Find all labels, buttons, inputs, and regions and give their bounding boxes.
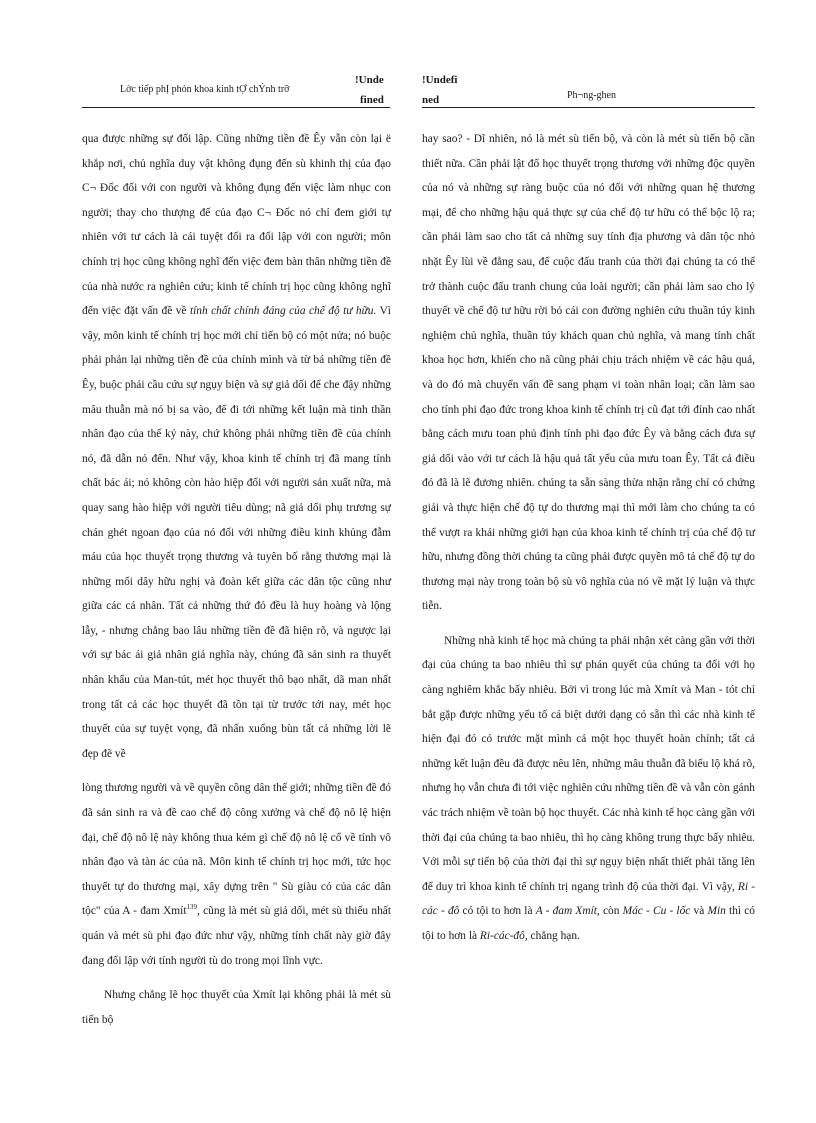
left-paragraph-1 bbox=[82, 127, 391, 766]
left-paragraph-gap bbox=[82, 973, 391, 983]
left-header-rule bbox=[82, 107, 390, 108]
left-paragraph-3: Nhưng chẳng lẽ học thuyết của Xmít lại không phải là mét sù tiến bộ bbox=[82, 989, 391, 1026]
right-paragraph-gap bbox=[422, 619, 755, 629]
left-paragraph-1-italic: tính chất chính đáng của chế độ tư hữu. bbox=[189, 305, 377, 318]
right-paragraph-2-text: Những nhà kinh tế học mà chúng ta phải nhận xét càng gần với thời đại của chúng ta bao nhiêu thì sự phán quyết của chúng ta đối với họ càng nghiêm khắc bấy nhiêu. Bởi vì trong lúc mà Xmít và Man - tót chỉ bắt gặp được những yếu tố cá biệt dưới dạng có sẵn thì các nhà kinh tế hiện đại đó có trước mặt mình cả một học thuyết hoàn chỉnh; tất cả những kết luận đều đã được nêu lên, những mâu thuẫn đã biểu lộ khá rõ, nhưng họ vẫn chưa đi tới việc nghiên cứu những tiền đề và vẫn còn gánh vác trách nhiệm về toàn bộ học thuyết. Các nhà kinh tế học càng gần với thời đại của chúng ta bao nhiêu, thì họ càng không trung thực bấy nhiêu. Với mỗi sự tiến bộ của thời đại thì sự ngụy biện nhất thiết phải tăng lên để duy trì khoa kinh tế chính trị ngang trình độ của thời đại. Vì vậy, bbox=[422, 634, 755, 893]
author-name-ricardo-2: Ri-các-đô, bbox=[479, 930, 528, 942]
right-text-2: còn bbox=[602, 905, 620, 918]
left-section-gap bbox=[82, 766, 391, 776]
right-header-title: Ph¬ng-ghen bbox=[567, 90, 616, 101]
right-text-1: có tội to hơn là bbox=[462, 905, 533, 918]
author-name-ricardo: Ri - các - đô bbox=[422, 880, 755, 918]
left-paragraph-2-text: lòng thương người và về quyền công dân thế giới; những tiền đề đó đã sản sinh ra và đề cao chế độ công xưởng và chế độ nô lệ hiện đại, chế độ nô lệ này không thua kém gì chế độ nô lệ cổ về tính vô nhân đạo và tàn ác của nã. Môn kinh tế chính trị học mới, tức học thuyết tự do thương mại, xây dựng trên " Sù giàu có của các dân tộc" của A - đam Xmít bbox=[82, 782, 391, 918]
right-header-mark-bottom: ned bbox=[422, 94, 440, 106]
author-name-mill: Min bbox=[707, 905, 726, 918]
left-paragraph-2 bbox=[82, 776, 391, 973]
right-paragraph-2 bbox=[422, 629, 755, 949]
author-name-smith: A - đam Xmít, bbox=[535, 905, 600, 918]
left-paragraph-1-continued: Vì vậy, môn kinh tế chính trị học mới chỉ tiến bộ có một nửa; nó buộc phải phản lại những tiền đề của chính mình và từ bá những tiền đề Êy, buộc phải cầu cứu sự ngụy biện và sự giả dối để che đậy những mâu thuẫn mà nó bị sa vào, để đi tới những kết luận mà tinh thần nhân đạo của thế kỷ này, chứ không phải những tiền đề của chính nó, đã dẫn nó đến. Như vậy, khoa kinh tế chính trị đã mang tính chất bác ái; nó không còn hào hiệp đối với người sản xuất nữa, mà quay sang hào hiệp với người tiêu dùng; nã giả dối phụ trương sự chán ghét ngoan đạo của nó đối với những điều kinh khủng đẫm máu của học thuyết trọng thương và tuyên bố rằng thương mại là những mối dây hữu nghị và đoàn kết giữa các dân tộc cũng như giữa các cá nhân. Tất cả những thứ đó đều là huy hoàng và lộng lẫy, - nhưng chẳng bao lâu những tiền đề đã hiện rõ, và ngược lại với sự bác ái giả nhân giả nghĩa này, chúng đã sản sinh ra thuyết nhân khẩu của Man-tút, mét học thuyết thô bạo nhất, dã man nhất trong tất cả các học thuyết đã tồn tại từ trước tới nay, mét học thuyết của sự tuyệt vọng, đã nhấn xuống bùn tất cả những lời lẽ đẹp đẽ về bbox=[82, 305, 391, 760]
left-paragraph-2-continued: , cũng là mét sù giả dối, mét sù thiếu nhất quán và mét sù phi đạo đức như vậy, những tính chất này giờ đây đang đối lập với tính người tù do trong mọi lĩnh vực. bbox=[82, 905, 391, 967]
footnote-reference[interactable]: 139 bbox=[186, 903, 197, 912]
right-text-5: chẳng hạn. bbox=[530, 930, 580, 942]
right-page-body bbox=[422, 127, 755, 949]
left-paragraph-1-text: qua được những sự đối lập. Cũng những tiền đề Êy vẫn còn lại ë khắp nơi, chủ nghĩa duy vật không đụng đến sù khinh thị của đạo C¬ Đốc đối với con người và không đụng đến việc làm nhục con người; thay cho thượng đế của đạo C¬ Đốc nó chỉ đem giới tự nhiên với tư cách là cái tuyệt đối ra đối lập với con người; môn chính trị học cũng không nghĩ đến việc đem bàn thân những tiền đề của nhà nước ra nghiên cứu; kinh tế chính trị học cũng không nghĩ đến việc đặt vấn đề về bbox=[82, 133, 391, 318]
right-text-4: thì có tội to hơn là bbox=[422, 905, 755, 942]
right-text-3: và bbox=[693, 905, 705, 918]
right-header-mark-top: !Undefi bbox=[422, 74, 458, 86]
right-paragraph-1: hay sao? - Dĩ nhiên, nó là mét sù tiến bộ, và còn là mét sù tiến bộ cần thiết nữa. Cần phải lật đổ học thuyết trọng thương với những độc quyền của nó và những sự ràng buộc của nó đối với những quan hệ thương mại, để cho những hậu quả thực sự của chế độ tư hữu có thể bộc lộ ra; cần phải làm sao cho tất cả những suy tính địa phương và dân tộc nhỏ nhặt Êy lùi về đằng sau, để cuộc đấu tranh của thời đại chúng ta có thể trở thành cuộc đấu tranh chung của loài người; cần phải làm sao cho lý thuyết về chế độ tư hữu rời bỏ cái con đường nghiên cứu thuần túy kinh nghiệm chủ nghĩa, thuần túy khách quan chủ nghĩa, và mang tính chất khoa học hơn, khiến cho nã cũng phải chịu trách nhiệm về các hậu quả, và do đó mà chuyển vấn đề sang phạm vi toàn nhân loại; cần làm sao cho tính phi đạo đức trong khoa kinh tế chính trị cũ đạt tới đỉnh cao nhất bằng cách mưu toan phủ định tính phi đạo đức Êy và bằng cách đưa sự giả dối vào với tư cách là hậu quả tất yếu của mưu toan Êy. Tất cả điều đó đã là lẽ đương nhiên. chúng ta sẵn sàng thừa nhận rằng chỉ có chứng giải và thực hiện chế độ tự do thương mại thì mới làm cho chúng ta có thể vượt ra khái những giới hạn của khoa kinh tế chính trị của chế độ tư hữu, nhưng đồng thời chúng ta cũng phải được quyền mô tả chế độ tự do thương mại này trong toàn bộ sù vô nghĩa của nó về mặt lý luận và thực tiễn. bbox=[422, 133, 755, 613]
left-page-body bbox=[82, 127, 391, 1032]
right-header-rule bbox=[422, 107, 755, 108]
left-header-title: Lờc tiếp phỊ phỏn khoa kinh tỢ chÝnh trỡ bbox=[120, 84, 290, 95]
left-header-mark-top: !Unde bbox=[355, 74, 384, 86]
author-name-mcculloch: Mác - Cu - lốc bbox=[622, 905, 691, 918]
left-header-mark-bottom: fined bbox=[360, 94, 384, 106]
